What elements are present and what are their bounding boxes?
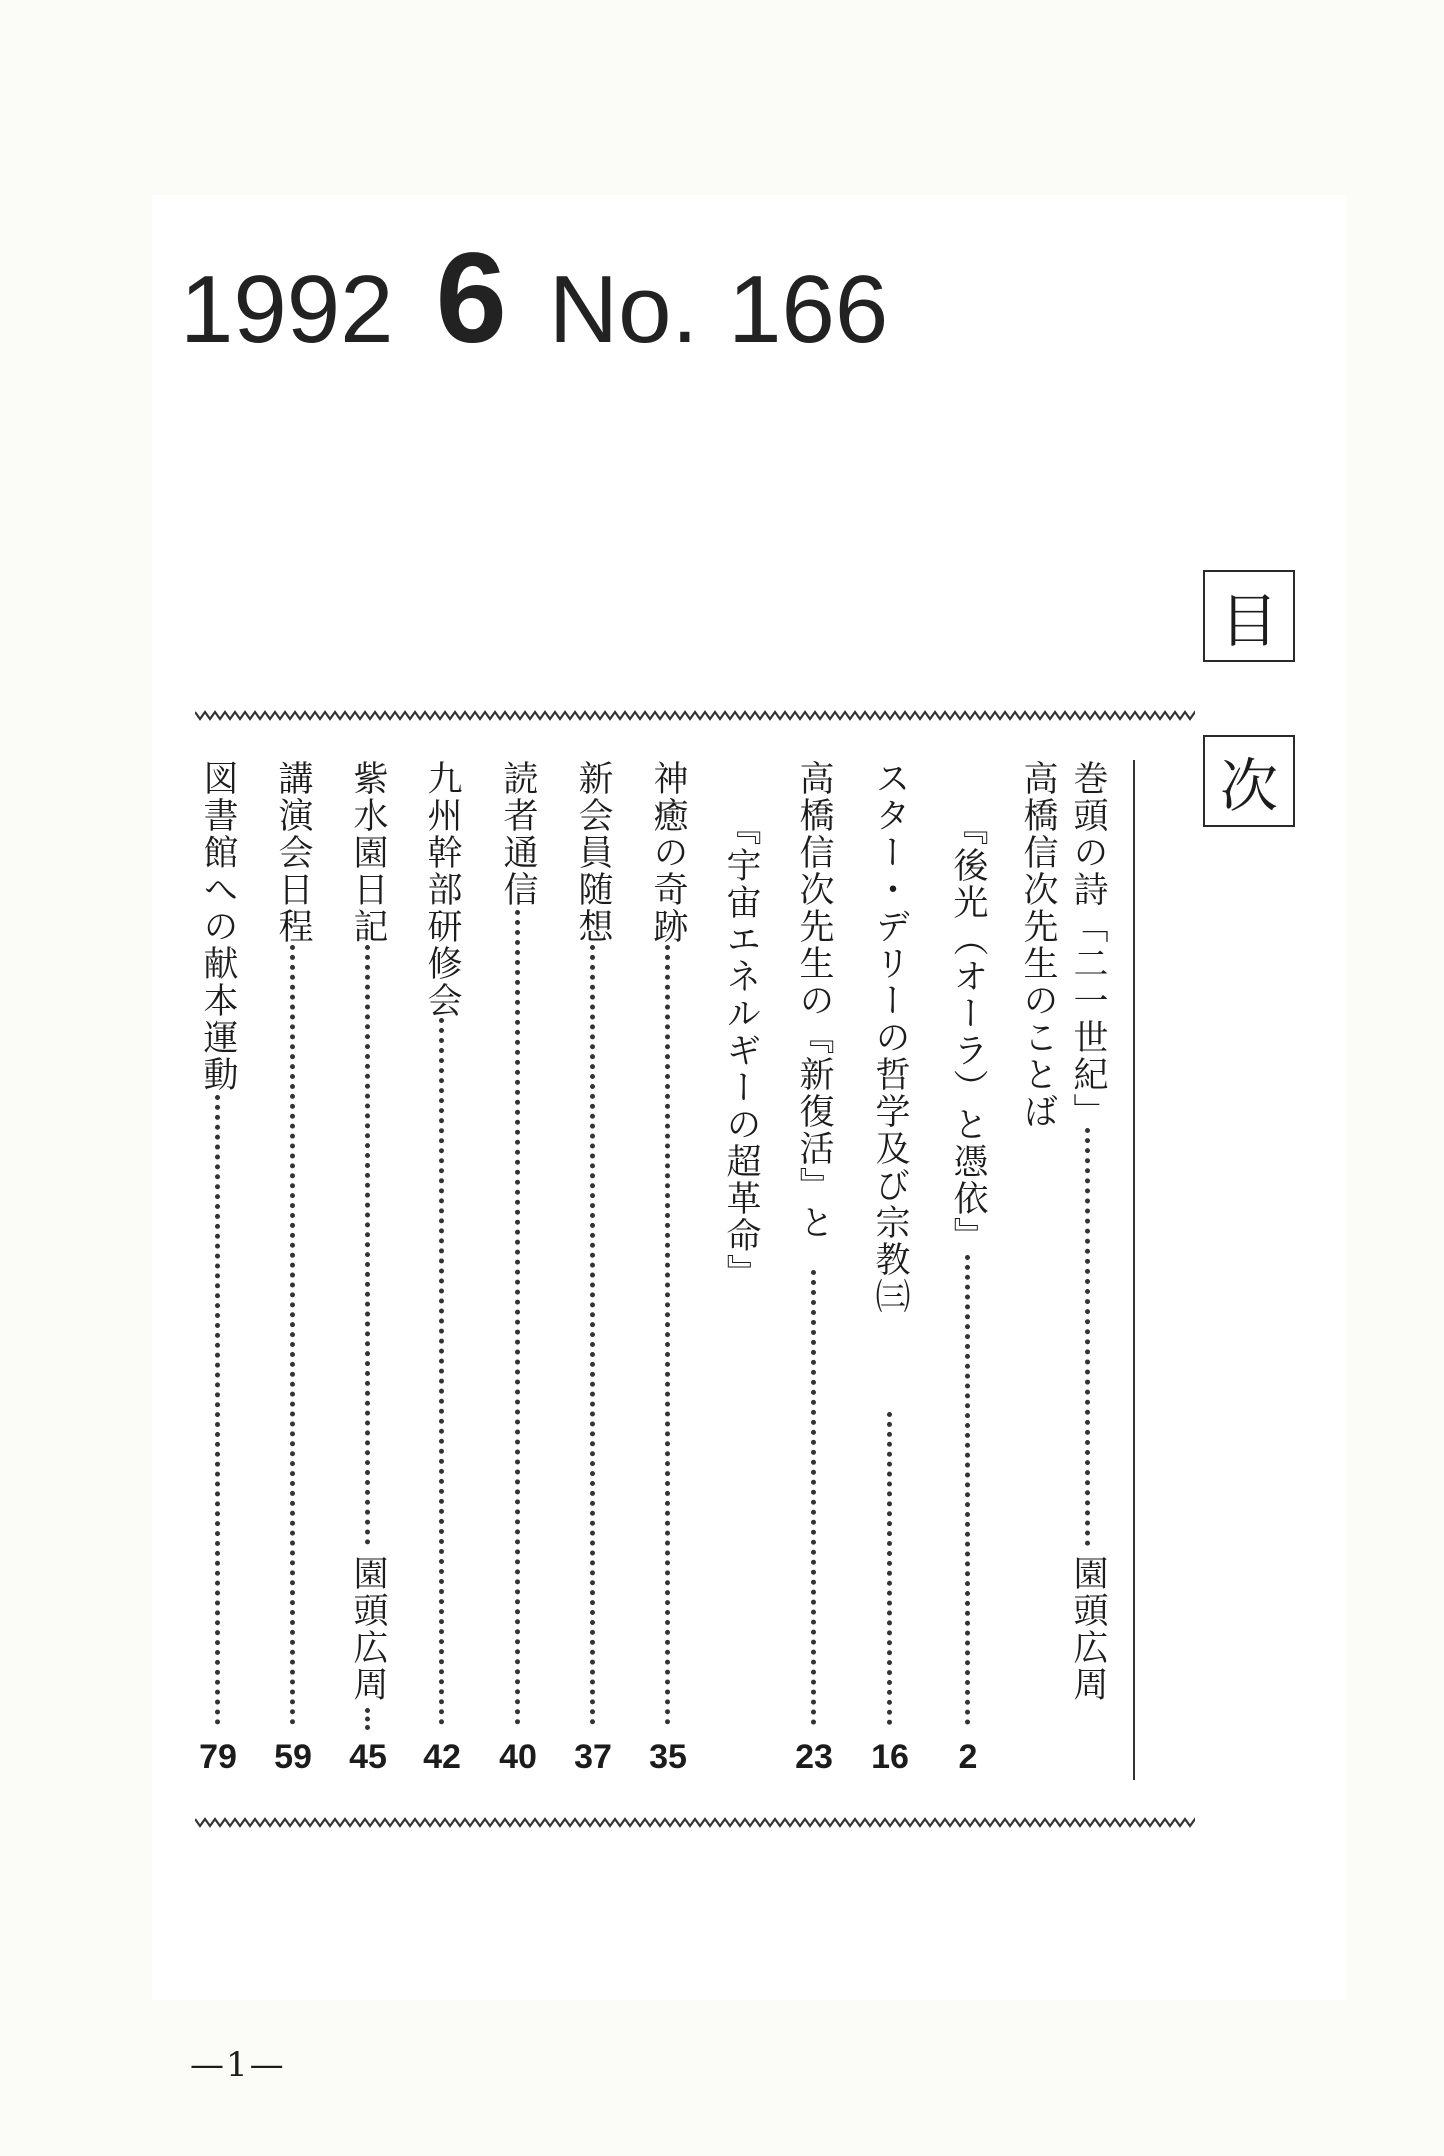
toc-page: 2 [958, 1738, 978, 1776]
toc-title: 紫水園日記 [348, 760, 388, 945]
toc-entry [940, 760, 996, 1805]
bottom-zigzag-border [195, 1815, 1195, 1829]
toc-page: 23 [795, 1738, 833, 1776]
toc-entry [786, 760, 842, 1805]
leader-dots [365, 1708, 370, 1730]
heading-char-1: 目 [1203, 570, 1295, 662]
heading-char-2: 次 [1203, 735, 1295, 827]
toc-title: 高橋信次先生の『新復活』と [794, 760, 834, 1241]
leader-dots [1085, 1128, 1090, 1546]
toc-entry [1060, 760, 1116, 1805]
issue-header [180, 225, 889, 370]
issue-month: 6 [435, 227, 507, 370]
toc-entry [862, 760, 918, 1805]
toc-entry [565, 760, 621, 1805]
page-folio: —1— [190, 2045, 286, 2085]
toc-title: 新会員随想 [573, 760, 613, 945]
toc-entry [414, 760, 470, 1805]
toc-entry [713, 760, 769, 1805]
leader-dots [887, 1412, 892, 1725]
toc-page: 45 [349, 1738, 387, 1776]
leader-dots [665, 945, 670, 1725]
toc-entry [1010, 760, 1066, 1805]
toc-title: 読者通信 [498, 760, 538, 908]
issue-no-label: No. [548, 256, 699, 363]
toc-page: 59 [274, 1738, 312, 1776]
toc-entry [340, 760, 396, 1805]
toc-title: スター・デリーの哲学及び宗教㈢ [870, 760, 910, 1315]
toc-title: 九州幹部研修会 [422, 760, 462, 1019]
toc-title: 『宇宙エネルギーの超革命』 [721, 810, 761, 1291]
leader-dots [215, 1095, 220, 1725]
toc-author: 園頭広周 [1068, 1555, 1108, 1703]
toc-entry [190, 760, 246, 1805]
leader-dots [965, 1255, 970, 1725]
toc-title: 巻頭の詩「二一世紀」 [1068, 760, 1108, 1130]
leader-dots [515, 910, 520, 1725]
toc-page: 42 [423, 1738, 461, 1776]
toc-title: 高橋信次先生のことば [1018, 760, 1058, 1130]
toc-title: 『後光（オーラ）と憑依』 [948, 810, 988, 1254]
leader-dots [365, 945, 370, 1545]
toc-entry [265, 760, 321, 1805]
toc-page: 79 [199, 1738, 237, 1776]
issue-number: 166 [728, 256, 889, 363]
leader-dots [290, 945, 295, 1725]
top-zigzag-border [195, 708, 1195, 722]
toc-title: 図書館への献本運動 [198, 760, 238, 1093]
toc-page: 35 [649, 1738, 687, 1776]
toc-list [180, 760, 1180, 1805]
leader-dots [590, 945, 595, 1725]
toc-title: 講演会日程 [273, 760, 313, 945]
issue-year: 1992 [180, 256, 394, 363]
toc-author: 園頭広周 [348, 1555, 388, 1703]
toc-page: 40 [499, 1738, 537, 1776]
toc-entry [640, 760, 696, 1805]
toc-title: 神癒の奇跡 [648, 760, 688, 945]
toc-entry [490, 760, 546, 1805]
leader-dots [439, 1018, 444, 1725]
toc-page: 16 [871, 1738, 909, 1776]
toc-page: 37 [574, 1738, 612, 1776]
leader-dots [811, 1270, 816, 1725]
